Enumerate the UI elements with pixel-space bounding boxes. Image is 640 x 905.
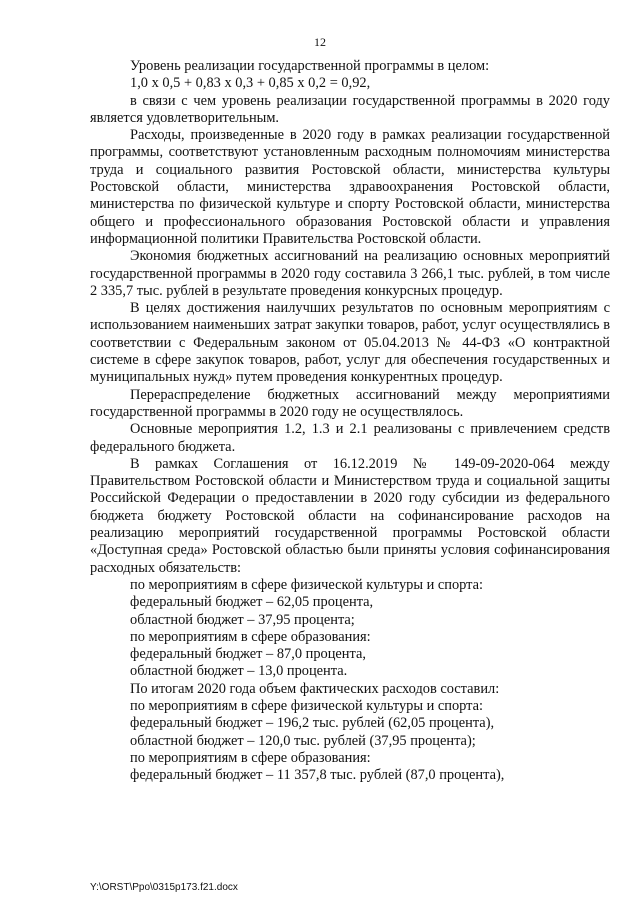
- paragraph: в связи с чем уровень реализации государственной программы в 2020 году является удовлетворительным.: [90, 92, 610, 126]
- paragraph: Экономия бюджетных ассигнований на реализацию основных мероприятий государственной программы в 2020 году составила 3 266,1 тыс. рублей, в том числе 2 335,7 тыс. рублей в результате проведения конкурсных процедур.: [90, 248, 610, 299]
- paragraph: по мероприятиям в сфере образования:: [130, 749, 371, 766]
- paragraph: Уровень реализации государственной программы в целом:: [130, 58, 490, 74]
- paragraph: по мероприятиям в сфере образования:: [130, 628, 371, 645]
- paragraph: федеральный бюджет – 62,05 процента,: [130, 594, 374, 611]
- paragraph: по мероприятиям в сфере физической культуры и спорта:: [130, 697, 484, 714]
- paragraph: по мероприятиям в сфере физической культуры и спорта:: [130, 576, 484, 593]
- document-body: [90, 58, 610, 784]
- paragraph: 1,0 х 0,5 + 0,83 х 0,3 + 0,85 х 0,2 = 0,92,: [130, 75, 371, 92]
- paragraph: областной бюджет – 13,0 процента.: [130, 663, 348, 680]
- paragraph: По итогам 2020 года объем фактических расходов составил:: [130, 680, 500, 697]
- paragraph: В целях достижения наилучших результатов по основным мероприятиям с использованием наименьших затрат закупки товаров, работ, услуг осуществлялись в соответствии с Федеральным законом от 05.04.2013 № 44-ФЗ «О контрактной системе в сфере закупок товаров, работ, услуг для обеспечения государственных и муниципальных нужд» путем проведения конкурентных процедур.: [90, 300, 610, 386]
- paragraph: Расходы, произведенные в 2020 году в рамках реализации государственной программы, соответствуют установленным расходным полномочиям министерства труда и социального развития Ростовской области, министерства культуры Ростовской области, министерства здравоохранения Ростовской области, министерства по физической культуре и спорту Ростовской области, министерства общего и профессионального образования Ростовской области и управления информационной политики Правительства Ростовской области.: [90, 127, 610, 247]
- paragraph: федеральный бюджет – 196,2 тыс. рублей (62,05 процента),: [130, 715, 495, 732]
- paragraph: В рамках Соглашения от 16.12.2019 № 149-09-2020-064 между Правительством Ростовской области и Министерством труда и социальной защиты Российской Федерации о предоставлении в 2020 году субсидии из федерального бюджета бюджету Ростовской области на софинансирование расходов на реализацию мероприятий государственной программы Ростовской области «Доступная среда» Ростовской областью были приняты условия софинансирования расходных обязательств:: [90, 455, 610, 576]
- paragraph: Основные мероприятия 1.2, 1.3 и 2.1 реализованы с привлечением средств федерального бюджета.: [90, 421, 610, 455]
- paragraph: федеральный бюджет – 11 357,8 тыс. рублей (87,0 процента),: [130, 767, 505, 784]
- paragraph: областной бюджет – 120,0 тыс. рублей (37,95 процента);: [130, 732, 476, 749]
- file-path-footer: Y:\ORST\Ppo\0315p173.f21.docx: [90, 882, 238, 893]
- paragraph: Перераспределение бюджетных ассигнований между мероприятиями государственной программы в 2020 году не осуществлялось.: [90, 386, 610, 420]
- paragraph: федеральный бюджет – 87,0 процента,: [130, 646, 366, 663]
- paragraph: областной бюджет – 37,95 процента;: [130, 611, 355, 628]
- page-number: 12: [314, 35, 326, 49]
